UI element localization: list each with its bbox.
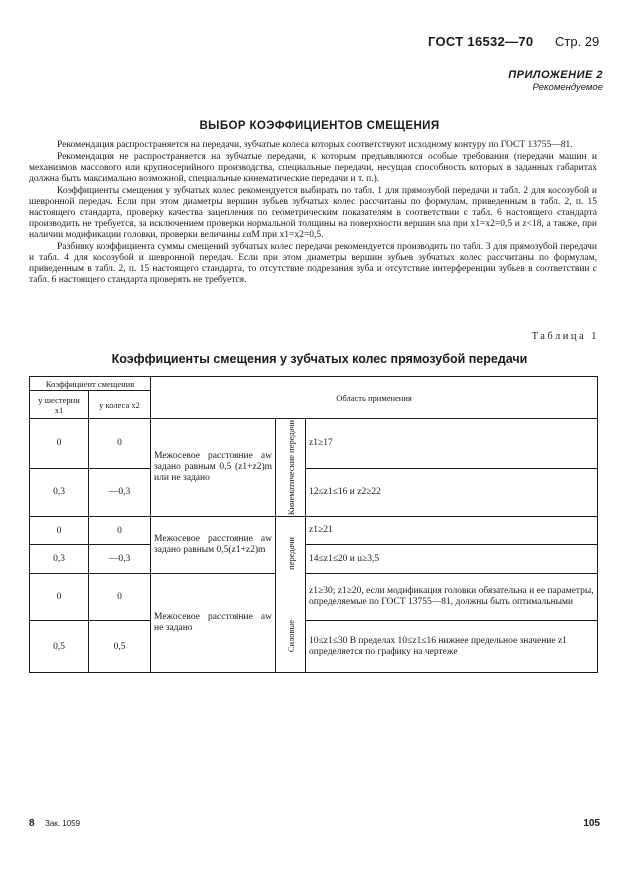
- condition-cell: Межосевое расстояние aw не задано: [151, 574, 276, 673]
- application-cell: z1≥21: [306, 517, 598, 545]
- paragraph: Рекомендация не распространяется на зубчатые передачи, к которым предъявляются особые требования (передачи машин и механизмов массового или крупносерийного производства, специальные передачи, несущая способность которых в заданных габаритах должна быть максимально возможной, специальные кинематические передачи и т. п.).: [29, 152, 597, 184]
- category-cell: [276, 517, 306, 673]
- table-cell-x2: —0,3: [89, 545, 151, 574]
- table-title: Коэффициенты смещения у зубчатых колес прямозубой передачи: [111, 352, 528, 366]
- table-cell-x2: —0,3: [89, 468, 151, 516]
- table-cell-x1: 0: [30, 574, 89, 621]
- appendix-status: Рекомендуемое: [532, 82, 603, 93]
- category-label: передачи: [285, 537, 296, 570]
- section-title: ВЫБОР КОЭФФИЦИЕНТОВ СМЕЩЕНИЯ: [199, 120, 440, 132]
- paragraph: Коэффициенты смещения у зубчатых колес рекомендуется выбирать по табл. 1 для прямозубой передачи и табл. 2 для косозубой и шевронной передач. Если при этом диаметры вершин зубьев зубчатых колес рассчитаны по формулам, приведенным в табл. 2, п. 15 настоящего стандарта, проверку качества зацепления по геометрическим показателям в соответствии с табл. 6 настоящего стандарта производить не требуется, за исключением проверки нормальной толщины на поверхности вершин sna при x1=x2=0,5 и z<18, а также, при наличии модификации головки, проверки величины εαM при x1=x2=0,5.: [29, 186, 597, 240]
- body-text: [29, 140, 597, 287]
- header-application-area: Область применения: [151, 377, 598, 419]
- header-shift-group: Коэффициент смещения: [30, 377, 151, 391]
- category-cell: [276, 419, 306, 517]
- sheet-number: 8: [29, 818, 35, 829]
- condition-cell: Межосевое расстояние aw задано равным 0,5(z1+z2)m: [151, 517, 276, 574]
- application-cell: 14≤z1≤20 и u≥3,5: [306, 545, 598, 574]
- paragraph: Рекомендация распространяется на передачи, зубчатые колеса которых соответствуют исходному контуру по ГОСТ 13755—81.: [57, 140, 573, 150]
- condition-cell: Межосевое расстояние aw задано равным 0,5 (z1+z2)m или не задано: [151, 419, 276, 517]
- table-cell-x1: 0,3: [30, 545, 89, 574]
- application-cell: 12≤z1≤16 и z2≥22: [306, 468, 598, 516]
- header-pinion: у шестерни x1: [30, 391, 89, 419]
- table-cell-x2: 0: [89, 419, 151, 469]
- category-label: Силовые: [285, 619, 296, 653]
- table-cell-x2: 0: [89, 517, 151, 545]
- table-cell-x1: 0: [30, 419, 89, 469]
- table-label: Таблица 1: [531, 331, 599, 342]
- header-wheel: у колеса x2: [89, 391, 151, 419]
- table-cell-x2: 0: [89, 574, 151, 621]
- paragraph: Разбивку коэффициента суммы смещений зубчатых колес передачи рекомендуется производить по табл. 3 для прямозубой передачи и табл. 4 для косозубой и шевронной передач. Если при этом диаметры вершин зубьев зубчатых колес рассчитаны по формулам, приведенным в табл. 2, п. 15 настоящего стандарта, то отсутствие подрезания зуба и отсутствие интерференции зубьев в соответствии с табл. 6 настоящего стандарта проверять не требуется.: [29, 242, 597, 285]
- order-number: Зак. 1059: [45, 819, 81, 828]
- application-cell: z1≥17: [306, 419, 598, 469]
- document-standard-number: ГОСТ 16532—70: [428, 34, 534, 49]
- table-cell-x1: 0,3: [30, 468, 89, 516]
- page-reference: Стр. 29: [555, 34, 600, 49]
- application-cell: 10≤z1≤30 В пределах 10≤z1≤16 нижнее предельное значение z1 определяется по графику на чертеже: [306, 621, 598, 673]
- table-cell-x1: 0: [30, 517, 89, 545]
- appendix-title: ПРИЛОЖЕНИЕ 2: [508, 69, 603, 81]
- application-cell: z1≥30; z1≥20, если модификация головки обязательна и ее параметры, определяемые по ГОСТ 13755—81, должны быть оптимальными: [306, 574, 598, 621]
- table-cell-x1: 0,5: [30, 621, 89, 673]
- page-number: 105: [583, 818, 600, 829]
- table-cell-x2: 0,5: [89, 621, 151, 673]
- category-label: Кинематические передачи: [285, 420, 296, 516]
- shift-coefficients-table: [29, 376, 598, 673]
